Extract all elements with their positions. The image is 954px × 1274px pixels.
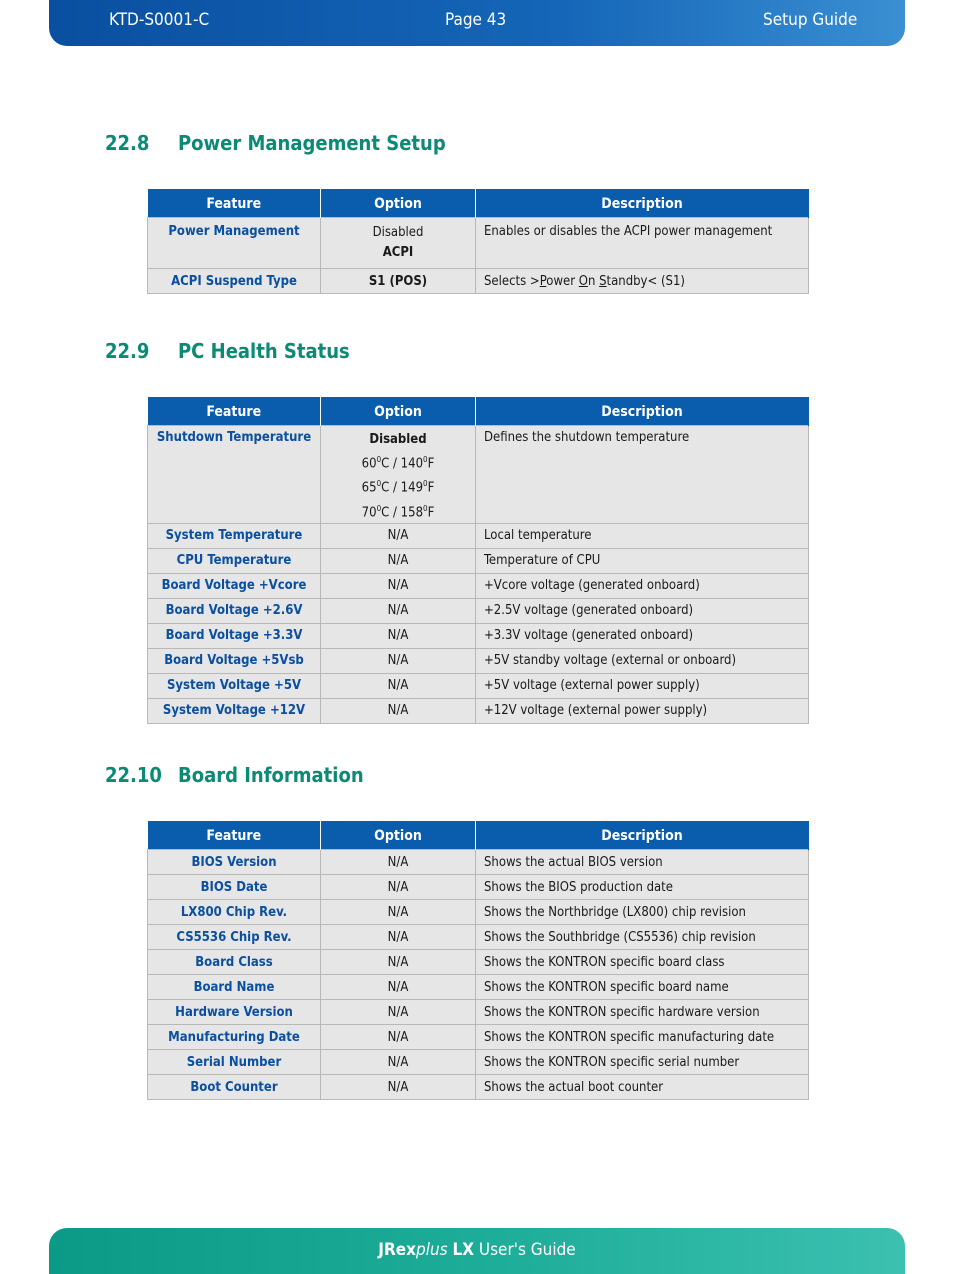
section-number: 22.8 <box>105 131 150 155</box>
option-cell: N/A <box>321 875 476 900</box>
celsius-value: 65 <box>361 480 377 496</box>
option-cell: S1 (POS) <box>321 269 476 294</box>
section-number: 22.9 <box>105 339 150 363</box>
column-header-option: Option <box>321 398 476 426</box>
option-value-default: ACPI <box>382 245 414 260</box>
feature-cell: CPU Temperature <box>148 548 321 573</box>
description-text: tandby< (S1) <box>606 273 685 289</box>
section-heading-board-information <box>105 763 364 787</box>
fahrenheit-value: / 158 <box>393 504 424 520</box>
description-cell: Defines the shutdown temperature <box>476 426 809 524</box>
table-row <box>148 850 809 875</box>
brand-suffix: plus <box>415 1240 448 1260</box>
fahrenheit-value: / 149 <box>393 480 424 496</box>
description-cell: Shows the Northbridge (LX800) chip revision <box>476 900 809 925</box>
section-number: 22.10 <box>105 763 162 787</box>
option-cell <box>321 218 476 269</box>
table-row <box>148 548 809 573</box>
table-row <box>148 925 809 950</box>
table-row <box>148 698 809 723</box>
feature-cell: Board Voltage +3.3V <box>148 623 321 648</box>
option-value-default: Disabled <box>369 432 427 447</box>
description-cell: Temperature of CPU <box>476 548 809 573</box>
feature-cell: BIOS Version <box>148 850 321 875</box>
table-row <box>148 1050 809 1075</box>
section-title: Power Management Setup <box>178 131 446 155</box>
option-value: Disabled <box>372 225 424 240</box>
option-cell: N/A <box>321 900 476 925</box>
description-cell: Shows the KONTRON specific board name <box>476 975 809 1000</box>
feature-cell: ACPI Suspend Type <box>148 269 321 294</box>
feature-cell: Board Class <box>148 950 321 975</box>
option-cell: N/A <box>321 975 476 1000</box>
feature-cell: Board Voltage +2.6V <box>148 598 321 623</box>
option-cell <box>321 426 476 524</box>
option-value <box>321 450 475 474</box>
feature-cell: Board Name <box>148 975 321 1000</box>
unit: C <box>381 456 394 472</box>
feature-cell: Boot Counter <box>148 1075 321 1100</box>
power-management-table <box>147 189 809 294</box>
option-cell: N/A <box>321 548 476 573</box>
page-footer <box>49 1228 905 1274</box>
table-row <box>148 1000 809 1025</box>
feature-cell: System Temperature <box>148 523 321 548</box>
column-header-option: Option <box>321 190 476 218</box>
option-value <box>321 499 475 523</box>
table-row <box>148 1025 809 1050</box>
page-header <box>49 0 905 46</box>
celsius-value: 60 <box>361 456 377 472</box>
description-cell: Shows the BIOS production date <box>476 875 809 900</box>
table-row <box>148 900 809 925</box>
table-row <box>148 269 809 294</box>
document-id: KTD-S0001-C <box>109 10 210 30</box>
table-row <box>148 673 809 698</box>
unit: C <box>381 504 394 520</box>
description-cell: +5V voltage (external power supply) <box>476 673 809 698</box>
feature-cell: Hardware Version <box>148 1000 321 1025</box>
column-header-feature: Feature <box>148 398 321 426</box>
description-cell: Shows the actual BIOS version <box>476 850 809 875</box>
column-header-feature: Feature <box>148 190 321 218</box>
table-row <box>148 648 809 673</box>
degree-mark: 0 <box>423 503 428 513</box>
description-cell: Shows the KONTRON specific manufacturing date <box>476 1025 809 1050</box>
column-header-description: Description <box>476 190 809 218</box>
description-cell: +3.3V voltage (generated onboard) <box>476 623 809 648</box>
section-name: Setup Guide <box>763 10 858 30</box>
table-row <box>148 426 809 524</box>
option-cell: N/A <box>321 1075 476 1100</box>
table-row <box>148 875 809 900</box>
feature-cell: System Voltage +5V <box>148 673 321 698</box>
unit: F <box>427 480 435 496</box>
feature-cell: Board Voltage +5Vsb <box>148 648 321 673</box>
description-cell: +Vcore voltage (generated onboard) <box>476 573 809 598</box>
table-row <box>148 1075 809 1100</box>
underlined-letter: P <box>539 273 547 289</box>
option-cell: N/A <box>321 623 476 648</box>
table-header-row <box>148 398 809 426</box>
unit: C <box>381 480 394 496</box>
description-cell: Shows the KONTRON specific serial number <box>476 1050 809 1075</box>
option-cell: N/A <box>321 850 476 875</box>
description-text: Selects > <box>484 273 540 289</box>
degree-mark: 0 <box>376 455 382 464</box>
option-cell: N/A <box>321 950 476 975</box>
table-row <box>148 623 809 648</box>
option-cell: N/A <box>321 1000 476 1025</box>
degree-mark: 0 <box>376 479 382 489</box>
table-row <box>148 218 809 269</box>
description-cell: +12V voltage (external power supply) <box>476 698 809 723</box>
description-cell: +5V standby voltage (external or onboard) <box>476 648 809 673</box>
degree-mark: 0 <box>376 503 382 513</box>
table-row <box>148 573 809 598</box>
section-heading-power-management <box>105 131 446 155</box>
pc-health-table <box>147 397 809 724</box>
section-title: PC Health Status <box>178 339 350 363</box>
description-cell: Shows the Southbridge (CS5536) chip revision <box>476 925 809 950</box>
option-cell: N/A <box>321 573 476 598</box>
feature-cell: Power Management <box>148 218 321 269</box>
column-header-option: Option <box>321 822 476 850</box>
description-cell: Shows the actual boot counter <box>476 1075 809 1100</box>
option-cell: N/A <box>321 1050 476 1075</box>
feature-cell: Manufacturing Date <box>148 1025 321 1050</box>
fahrenheit-value: / 140 <box>393 456 424 472</box>
page-number: Page 43 <box>445 10 507 30</box>
feature-cell: Board Voltage +Vcore <box>148 573 321 598</box>
option-cell: N/A <box>321 925 476 950</box>
table-header-row <box>148 822 809 850</box>
footer-text: User's Guide <box>478 1240 576 1260</box>
option-cell: N/A <box>321 698 476 723</box>
description-cell: Shows the KONTRON specific hardware version <box>476 1000 809 1025</box>
section-heading-pc-health <box>105 339 350 363</box>
table-row <box>148 523 809 548</box>
brand-model: LX <box>452 1240 475 1260</box>
description-cell: Shows the KONTRON specific board class <box>476 950 809 975</box>
footer-title <box>49 1240 905 1260</box>
option-cell: N/A <box>321 648 476 673</box>
feature-cell: LX800 Chip Rev. <box>148 900 321 925</box>
description-cell: Local temperature <box>476 523 809 548</box>
description-text: n <box>587 273 600 289</box>
table-row <box>148 975 809 1000</box>
description-text: ower <box>546 273 579 289</box>
brand-name: JRex <box>378 1240 416 1260</box>
unit: F <box>427 504 435 520</box>
column-header-feature: Feature <box>148 822 321 850</box>
unit: F <box>427 456 435 472</box>
column-header-description: Description <box>476 398 809 426</box>
table-row <box>148 598 809 623</box>
board-information-table <box>147 821 809 1100</box>
column-header-description: Description <box>476 822 809 850</box>
table-row <box>148 950 809 975</box>
feature-cell: CS5536 Chip Rev. <box>148 925 321 950</box>
degree-mark: 0 <box>423 455 428 464</box>
feature-cell: BIOS Date <box>148 875 321 900</box>
feature-cell: Serial Number <box>148 1050 321 1075</box>
feature-cell: System Voltage +12V <box>148 698 321 723</box>
description-cell: +2.5V voltage (generated onboard) <box>476 598 809 623</box>
underlined-letter: O <box>578 273 588 289</box>
option-cell: N/A <box>321 523 476 548</box>
option-value <box>321 474 475 498</box>
option-cell: N/A <box>321 673 476 698</box>
description-cell <box>476 269 809 294</box>
celsius-value: 70 <box>361 504 377 520</box>
option-cell: N/A <box>321 1025 476 1050</box>
underlined-letter: S <box>599 273 607 289</box>
section-title: Board Information <box>178 763 364 787</box>
description-cell: Enables or disables the ACPI power management <box>476 218 809 269</box>
option-cell: N/A <box>321 598 476 623</box>
table-header-row <box>148 190 809 218</box>
feature-cell: Shutdown Temperature <box>148 426 321 524</box>
degree-mark: 0 <box>423 479 428 489</box>
